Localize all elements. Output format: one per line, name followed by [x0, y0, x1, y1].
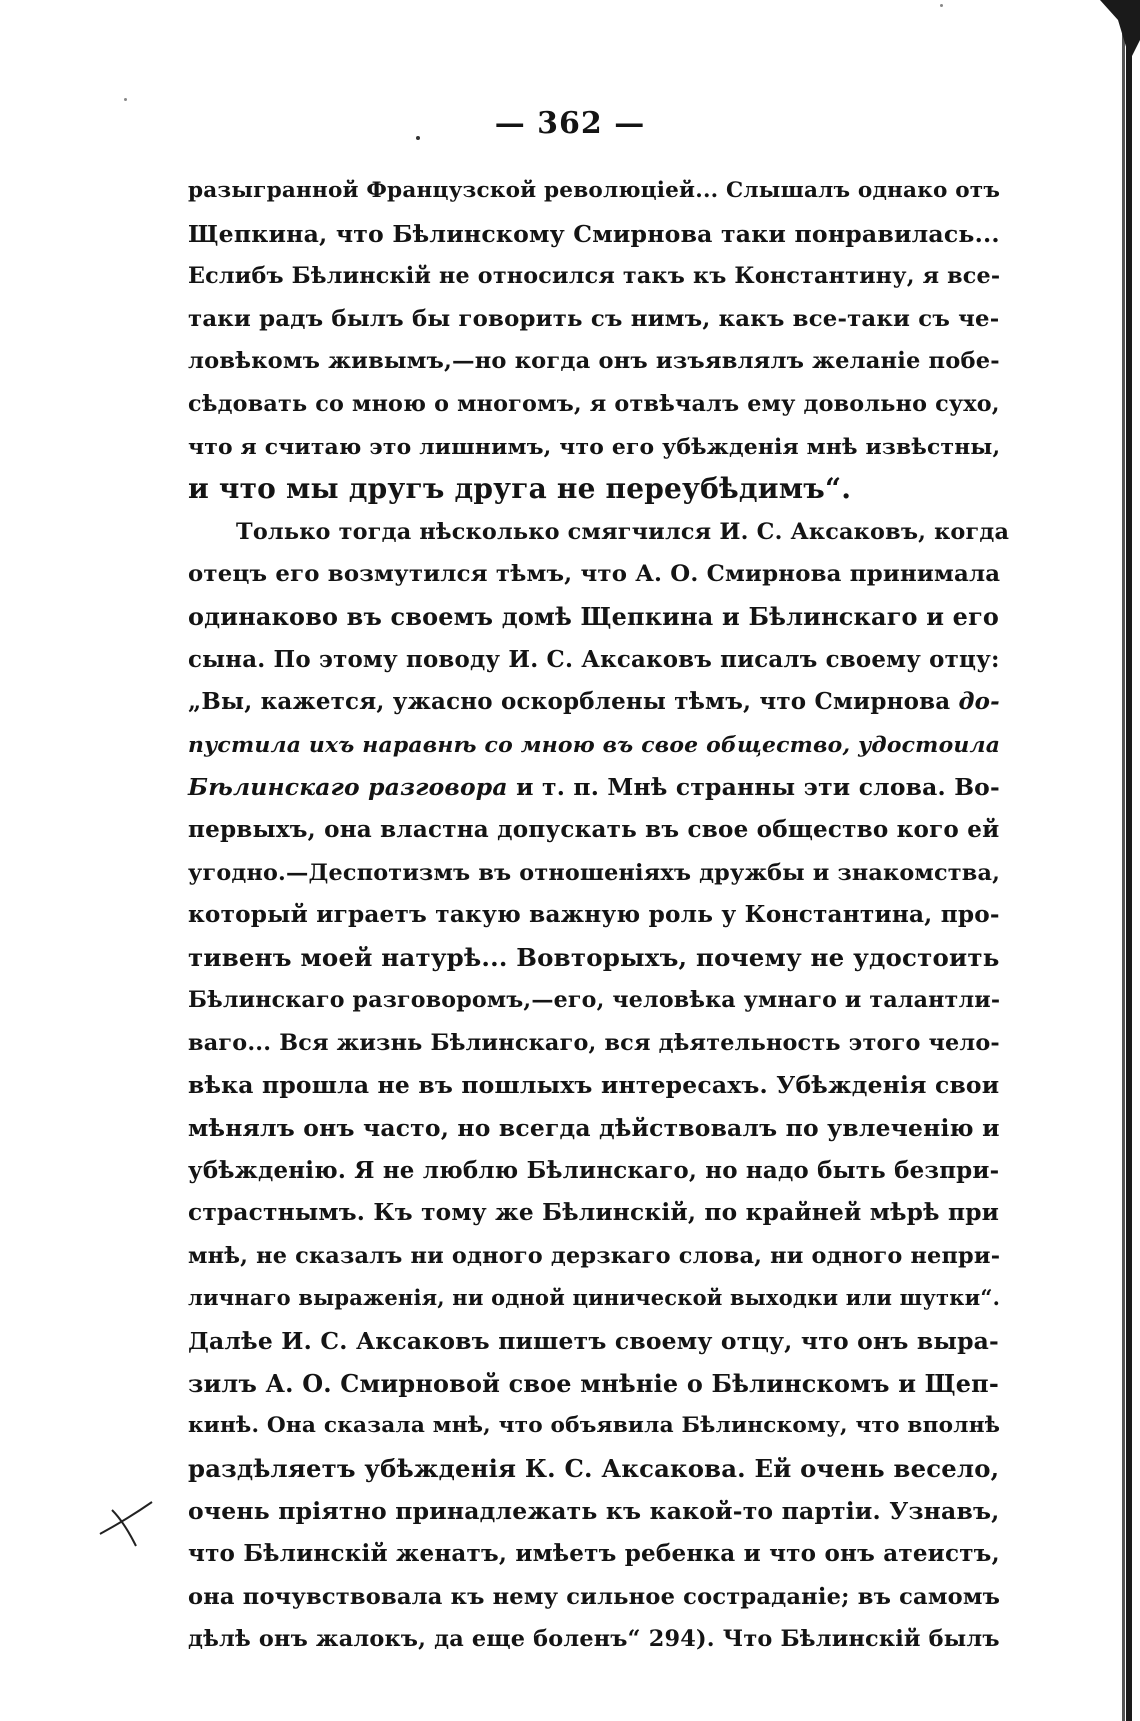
- text-line: [188, 1320, 998, 1363]
- text-line: [188, 1405, 1001, 1448]
- text-segment: ваго... Вся жизнь Бѣлинскаго, вся дѣятельность этого чело-: [188, 1029, 1000, 1056]
- text-line: [188, 1448, 998, 1491]
- text-line: [188, 298, 998, 341]
- text-segment: тивенъ моей натурѣ... Вовторыхъ, почему не удостоить: [188, 942, 1000, 972]
- text-segment: кинѣ. Она сказала мнѣ, что объявила Бѣлинскому, что вполнѣ: [188, 1413, 1001, 1439]
- text-line: [188, 1235, 1001, 1278]
- page-edge-shadow: [1100, 0, 1140, 1721]
- text-line: [188, 1277, 1001, 1320]
- text-line: [188, 1022, 998, 1065]
- text-segment: который играетъ такую важную роль у Константина, про-: [188, 901, 1000, 929]
- text-segment: мнѣ, не сказалъ ни одного дерзкаго слова, ни одного непри-: [188, 1242, 1001, 1269]
- text-segment: Бѣлинскаго разговоромъ,—его, человѣка умнаго и талантли-: [188, 987, 1001, 1014]
- text-line: [188, 979, 1001, 1022]
- italic-text: пустила ихъ наравнѣ со мною въ свое общество, удостоила: [188, 731, 1001, 758]
- text-line: [188, 340, 998, 383]
- stray-mark: [124, 98, 127, 101]
- italic-text: Бѣлинскаго разговора: [188, 773, 508, 802]
- text-segment: личнаго выраженія, ни одной цинической выходки или шутки“.: [188, 1285, 1001, 1311]
- stray-mark: [940, 4, 943, 7]
- text-segment: отецъ его возмутился тѣмъ, что А. О. Смирнова принимала: [188, 561, 1001, 588]
- text-segment: Еслибъ Бѣлинскій не относился такъ къ Константину, я все-: [188, 263, 1001, 290]
- text-segment: и что мы другъ друга не переубѣдимъ“.: [188, 472, 852, 506]
- text-line: [188, 511, 1010, 554]
- text-segment: и т. п. Мнѣ странны эти слова. Во-: [507, 773, 1000, 802]
- text-line: [188, 553, 1001, 596]
- stray-mark: [416, 136, 420, 140]
- text-segment: разыгранной Французской революціей... Слышалъ однако отъ: [188, 178, 1001, 203]
- text-segment: очень пріятно принадлежать къ какой-то партіи. Узнавъ,: [188, 1497, 1000, 1526]
- text-segment: зилъ А. О. Смирновой свое мнѣніе о Бѣлинскомъ и Щеп-: [188, 1369, 999, 1398]
- text-line: [188, 1576, 1001, 1619]
- text-segment: она почувствовала къ нему сильное состраданіе; въ самомъ: [188, 1583, 1001, 1610]
- text-segment: убѣжденію. Я не люблю Бѣлинскаго, но надо быть безпри-: [188, 1156, 1000, 1184]
- text-line: [188, 852, 1001, 895]
- text-line: [188, 1150, 998, 1193]
- text-segment: таки радъ былъ бы говорить съ нимъ, какъ все-таки съ че-: [188, 305, 1000, 332]
- text-line: [188, 894, 998, 937]
- text-segment: одинаково въ своемъ домѣ Щепкина и Бѣлинскаго и его: [188, 602, 1000, 631]
- text-line: [188, 468, 998, 511]
- text-line: [188, 213, 998, 256]
- text-line: [188, 1192, 998, 1235]
- text-segment: ловѣкомъ живымъ,—но когда онъ изъявлялъ желаніе побе-: [188, 348, 1000, 375]
- text-line: [188, 937, 998, 980]
- page-number: — 362 —: [494, 106, 646, 141]
- text-segment: дѣлѣ онъ жалокъ, да еще боленъ“ 294). Что Бѣлинскій былъ: [188, 1626, 1000, 1653]
- text-segment: сѣдовать со мною о многомъ, я отвѣчалъ ему довольно сухо,: [188, 390, 1000, 417]
- text-line: [188, 1064, 998, 1107]
- text-segment: вѣка прошла не въ пошлыхъ интересахъ. Убѣжденія свои: [188, 1071, 1000, 1100]
- text-segment: „Вы, кажется, ужасно оскорблены тѣмъ, что Смирнова: [188, 688, 959, 716]
- text-line: [188, 255, 1001, 298]
- text-line: [188, 809, 998, 852]
- text-segment: мѣнялъ онъ часто, но всегда дѣйствовалъ по увлеченію и: [188, 1114, 1000, 1143]
- text-segment: страстнымъ. Къ тому же Бѣлинскій, по крайней мѣрѣ при: [188, 1199, 1000, 1227]
- text-line: [188, 426, 1001, 469]
- text-segment: что я считаю это лишнимъ, что его убѣжденія мнѣ извѣстны,: [188, 433, 1001, 460]
- text-segment: раздѣляетъ убѣжденія К. С. Аксакова. Ей очень весело,: [188, 1453, 1000, 1483]
- text-segment: Только тогда нѣсколько смягчился И. С. Аксаковъ, когда: [236, 518, 1010, 545]
- text-line: [188, 383, 998, 426]
- text-line: [188, 596, 998, 639]
- text-line: [188, 1533, 998, 1576]
- text-segment: угодно.—Деспотизмъ въ отношеніяхъ дружбы и знакомства,: [188, 859, 1001, 886]
- body-text: [188, 170, 1010, 1661]
- text-segment: первыхъ, она властна допускать въ свое общество кого ей: [188, 815, 1000, 843]
- text-line: [188, 639, 998, 682]
- text-line: [188, 170, 1001, 213]
- text-line: [188, 1363, 998, 1406]
- text-line: [188, 766, 998, 809]
- text-line: [188, 1107, 998, 1150]
- text-segment: Далѣе И. С. Аксаковъ пишетъ своему отцу, что онъ выра-: [188, 1327, 999, 1356]
- text-segment: что Бѣлинскій женатъ, имѣетъ ребенка и что онъ атеистъ,: [188, 1540, 1000, 1567]
- text-segment: Щепкина, что Бѣлинскому Смирнова таки понравилась...: [188, 219, 1000, 248]
- text-line: [188, 681, 998, 724]
- text-line: [188, 1490, 998, 1533]
- text-line: [188, 1618, 998, 1661]
- italic-text: до-: [958, 688, 1000, 716]
- text-line: [188, 724, 1001, 767]
- pencil-cross-mark: [96, 1490, 156, 1550]
- text-segment: сына. По этому поводу И. С. Аксаковъ писалъ своему отцу:: [188, 646, 1000, 673]
